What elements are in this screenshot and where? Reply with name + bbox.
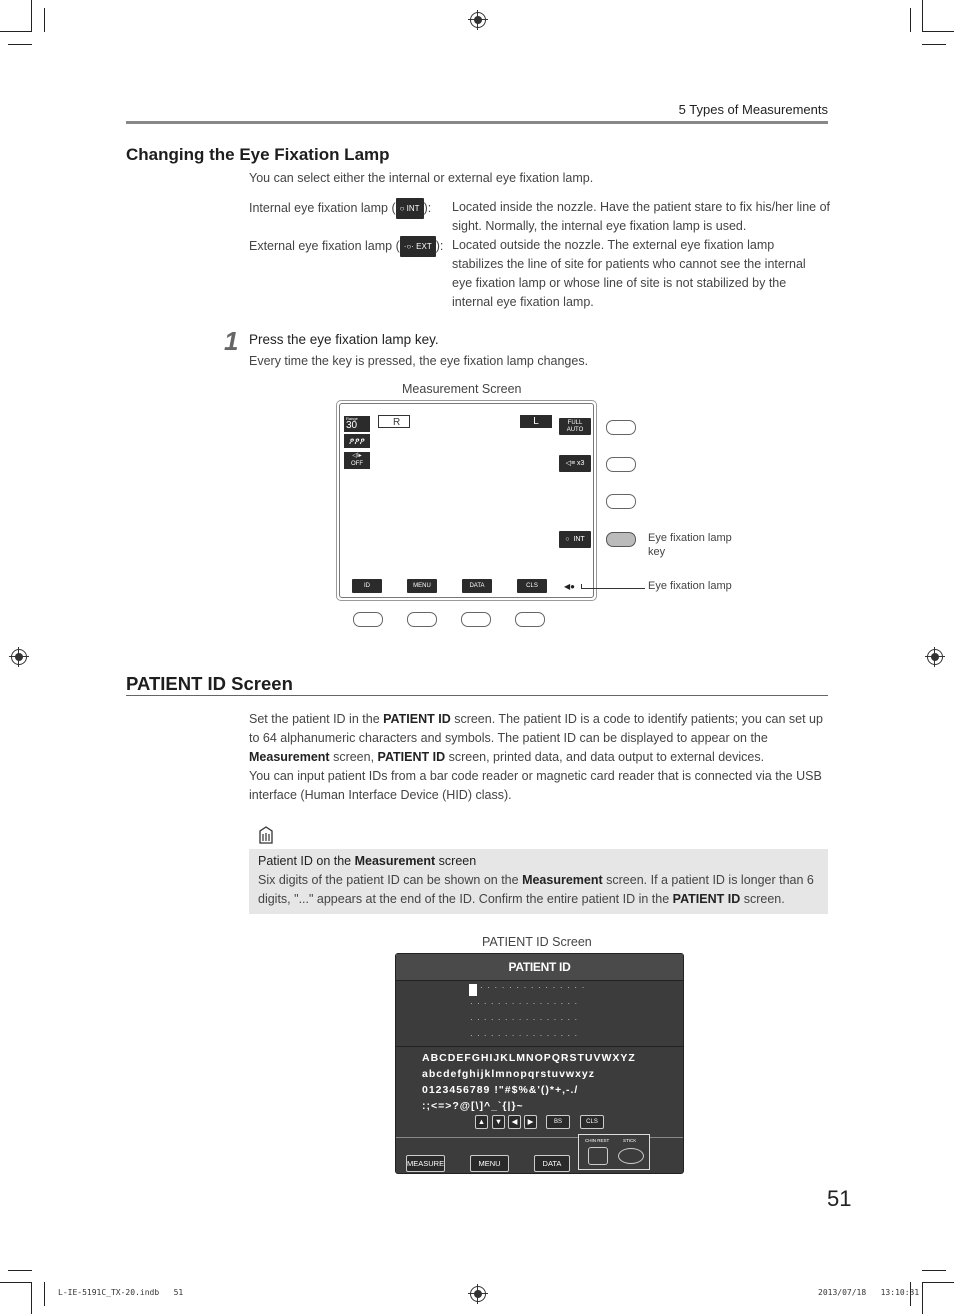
id-slots-row2: ················ [470, 999, 582, 1008]
internal-lamp-label: Internal eye fixation lamp ( ○ INT ): [249, 198, 431, 219]
menu-button[interactable]: MENU [407, 579, 437, 593]
ppp-icon: ፆፆፆ [344, 434, 370, 448]
callout-lamp-key: Eye fixation lamp key [648, 532, 732, 558]
measurement-screen [339, 403, 594, 598]
data-button-pid[interactable]: DATA [534, 1155, 570, 1172]
note-title: Patient ID on the Measurement screen [258, 854, 477, 868]
arrow-up-icon[interactable]: ▲ [475, 1115, 488, 1129]
int-key-icon: ○ INT [396, 198, 424, 219]
side-key-3[interactable] [606, 494, 636, 509]
bottom-key-1[interactable] [353, 612, 383, 627]
x3-button[interactable]: ◁≡ x3 [559, 455, 591, 472]
external-lamp-desc: Located outside the nozzle. The external eye fixation lamp stabilizes the line of site for patients who cannot see the internal eye fixation lamp or whose line of site is not stabilized by the internal eye fixation lamp. [452, 238, 806, 309]
internal-lamp-desc: Located inside the nozzle. Have the patient stare to fix his/her line of sight. Normally, the internal eye fixation lamp is used. [452, 200, 831, 233]
callout-lamp: Eye fixation lamp [648, 580, 732, 592]
lamp-intro: You can select either the internal or external eye fixation lamp. [249, 171, 594, 185]
eye-fixation-lamp-key[interactable] [606, 532, 636, 547]
id-slots-row1: ··············· [480, 983, 589, 992]
backspace-button[interactable]: BS [546, 1115, 570, 1129]
data-button[interactable]: DATA [462, 579, 492, 593]
id-button[interactable]: ID [352, 579, 382, 593]
left-eye-indicator: L [520, 415, 552, 428]
header-rule [126, 121, 828, 124]
keyboard-symbols-row[interactable]: :;<=>?@[\]^_`{|}~ [422, 1100, 524, 1112]
footer-file: L-IE-5191C_TX-20.indb 51 [58, 1288, 184, 1297]
registration-mark-icon [470, 1286, 486, 1302]
keyboard-uppercase-row[interactable]: ABCDEFGHIJKLMNOPQRSTUVWXYZ [422, 1052, 636, 1064]
id-slots-row3: ················ [470, 1015, 582, 1024]
right-eye-indicator: R [378, 415, 410, 428]
section-header: 5 Types of Measurements [678, 102, 828, 117]
arrow-down-icon[interactable]: ▼ [492, 1115, 505, 1129]
registration-mark-icon [470, 12, 486, 28]
bottom-key-2[interactable] [407, 612, 437, 627]
menu-button-pid[interactable]: MENU [470, 1155, 509, 1172]
registration-mark-icon [927, 649, 943, 665]
measurement-screen-caption: Measurement Screen [402, 382, 522, 396]
input-cursor[interactable] [469, 984, 477, 996]
joystick-icon [618, 1148, 644, 1164]
section-title-patient: PATIENT ID Screen [126, 673, 293, 694]
keyboard-digits-row[interactable]: 0123456789 !"#$%&'()*+,-./ [422, 1084, 579, 1096]
range-indicator: Range 30 [344, 416, 370, 432]
registration-mark-icon [11, 649, 27, 665]
footer-date: 2013/07/18 13:10:31 [818, 1288, 920, 1297]
lamp-status-icon: ◀● [564, 582, 575, 591]
measure-button[interactable]: MEASURE [406, 1155, 445, 1172]
patient-id-title: PATIENT ID [396, 954, 683, 980]
step-text: Press the eye fixation lamp key. [249, 332, 439, 347]
note-icon [258, 826, 274, 850]
ext-key-icon: ·○· EXT [400, 236, 436, 257]
arrow-left-icon[interactable]: ◀ [508, 1115, 521, 1129]
section-rule [126, 695, 828, 696]
page-number: 51 [827, 1186, 852, 1211]
external-lamp-label: External eye fixation lamp ( ·○· EXT ): [249, 236, 443, 257]
step-subtext: Every time the key is pressed, the eye fixation lamp changes. [249, 354, 589, 368]
keyboard-lowercase-row[interactable]: abcdefghijklmnopqrstuvwxyz [422, 1068, 596, 1080]
full-auto-button[interactable]: FULL AUTO [559, 418, 591, 435]
cls-button[interactable]: CLS [517, 579, 547, 593]
arrow-right-icon[interactable]: ▶ [524, 1115, 537, 1129]
bottom-key-4[interactable] [515, 612, 545, 627]
patient-id-screen [395, 953, 684, 1174]
hardware-panel: CHIN REST STICK [578, 1134, 650, 1170]
side-key-2[interactable] [606, 457, 636, 472]
chin-rest-icon [588, 1147, 608, 1165]
callout-line-lamp [581, 588, 645, 589]
section-title-lamp: Changing the Eye Fixation Lamp [126, 145, 390, 164]
side-key-1[interactable] [606, 420, 636, 435]
note-text: Six digits of the patient ID can be shown on the Measurement screen. If a patient ID is longer than 6 digits, "..." appears at the end of the ID. Confirm the entire patient ID in the PATIENT ID screen. [258, 873, 814, 906]
clear-button[interactable]: CLS [580, 1115, 604, 1129]
int-lamp-button[interactable]: ○ INT [559, 531, 591, 548]
patient-intro: Set the patient ID in the PATIENT ID screen. The patient ID is a code to identify patients; you can set up to 64 alphanumeric characters and symbols. The patient ID can be displayed to appear on the Measurement screen, PATIENT ID screen, printed data, and data output to external devices. You can input patient IDs from a bar code reader or magnetic card reader that is connected via the USB interface (Human Interface Device (HID) class). [249, 712, 823, 802]
callout-line-lamp-tick [581, 584, 582, 589]
bottom-key-3[interactable] [461, 612, 491, 627]
lamp-off-indicator: ◁I▸ OFF [344, 452, 370, 469]
patient-screen-caption: PATIENT ID Screen [482, 935, 592, 949]
id-slots-row4: ················ [470, 1031, 582, 1040]
step-number: 1 [224, 326, 239, 356]
